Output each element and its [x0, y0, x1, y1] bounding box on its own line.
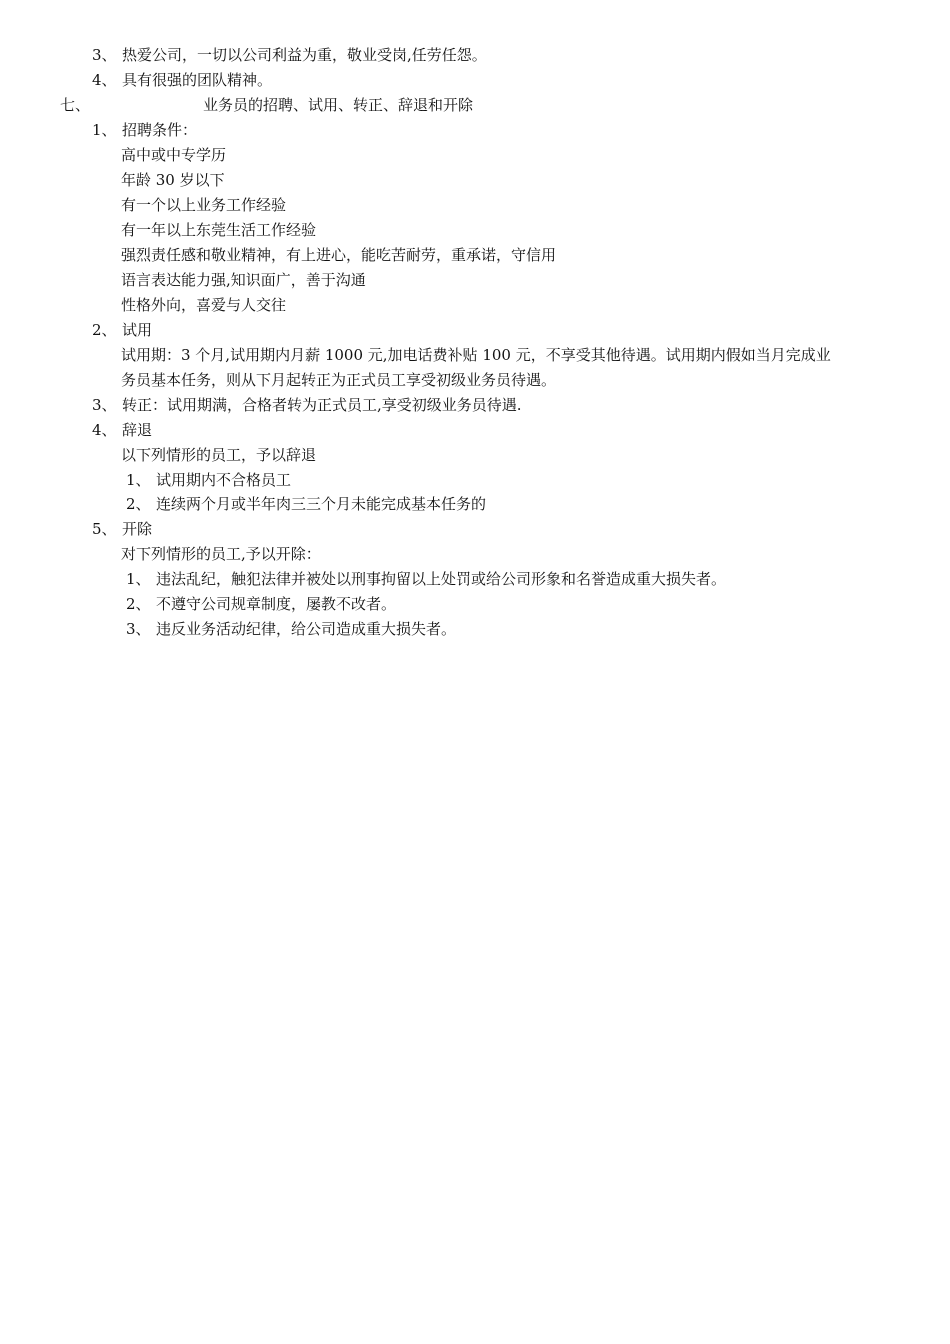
subsection-regular: [92, 393, 522, 417]
section-number: 七、: [60, 96, 91, 114]
list-text: 试用: [122, 321, 153, 339]
subsection-heading-trial: [92, 318, 152, 342]
dismiss-intro: 以下列情形的员工，予以辞退: [121, 446, 317, 464]
list-number: 2、: [92, 321, 117, 339]
list-number: 1、: [126, 471, 151, 489]
list-text: 转正：试用期满，合格者转为正式员工,享受初级业务员待遇.: [122, 396, 522, 414]
dismiss-item: [126, 492, 486, 516]
condition-item: 年龄 30 岁以下: [121, 171, 225, 189]
condition-item: 有一年以上东莞生活工作经验: [121, 221, 317, 239]
section-title: 业务员的招聘、试用、转正、辞退和开除: [203, 96, 474, 114]
list-text: 辞退: [122, 421, 153, 439]
expel-intro: 对下列情形的员工,予以开除：: [121, 545, 321, 563]
list-item: [92, 68, 272, 92]
list-number: 1、: [92, 121, 117, 139]
list-number: 3、: [126, 620, 151, 638]
expel-item: [126, 617, 456, 641]
subsection-heading-recruit: [92, 118, 197, 142]
condition-item: 语言表达能力强,知识面广，善于沟通: [121, 271, 366, 289]
expel-item: [126, 592, 396, 616]
list-text: 招聘条件：: [122, 121, 198, 139]
condition-item: 高中或中专学历: [121, 146, 227, 164]
list-number: 3、: [92, 396, 117, 414]
trial-text-line: 试用期：3 个月,试用期内月薪 1000 元,加电话费补贴 100 元，不享受其他待遇。试用期内假如当月完成业: [121, 346, 831, 364]
subsection-heading-dismiss: [92, 418, 152, 442]
list-item: [92, 43, 487, 67]
dismiss-item: [126, 468, 291, 492]
subsection-heading-expel: [92, 517, 152, 541]
list-text: 试用期内不合格员工: [156, 471, 292, 489]
condition-item: 有一个以上业务工作经验: [121, 196, 287, 214]
list-number: 3、: [92, 46, 117, 64]
condition-item: 强烈责任感和敬业精神，有上进心，能吃苦耐劳，重承诺，守信用: [121, 246, 557, 264]
list-number: 4、: [92, 421, 117, 439]
list-text: 违反业务活动纪律，给公司造成重大损失者。: [156, 620, 457, 638]
list-number: 5、: [92, 520, 117, 538]
list-text: 不遵守公司规章制度，屡教不改者。: [156, 595, 397, 613]
list-text: 具有很强的团队精神。: [122, 71, 273, 89]
list-text: 违法乱纪，触犯法律并被处以刑事拘留以上处罚或给公司形象和名誉造成重大损失者。: [156, 570, 727, 588]
list-number: 1、: [126, 570, 151, 588]
condition-item: 性格外向，喜爱与人交往: [121, 296, 287, 314]
expel-item: [126, 567, 726, 591]
list-text: 开除: [122, 520, 153, 538]
list-text: 连续两个月或半年肉三三个月未能完成基本任务的: [156, 495, 487, 513]
list-number: 2、: [126, 595, 151, 613]
trial-text-line: 务员基本任务，则从下月起转正为正式员工享受初级业务员待遇。: [121, 371, 557, 389]
list-number: 4、: [92, 71, 117, 89]
list-number: 2、: [126, 495, 151, 513]
list-text: 热爱公司，一切以公司利益为重，敬业受岗,任劳任怨。: [122, 46, 487, 64]
